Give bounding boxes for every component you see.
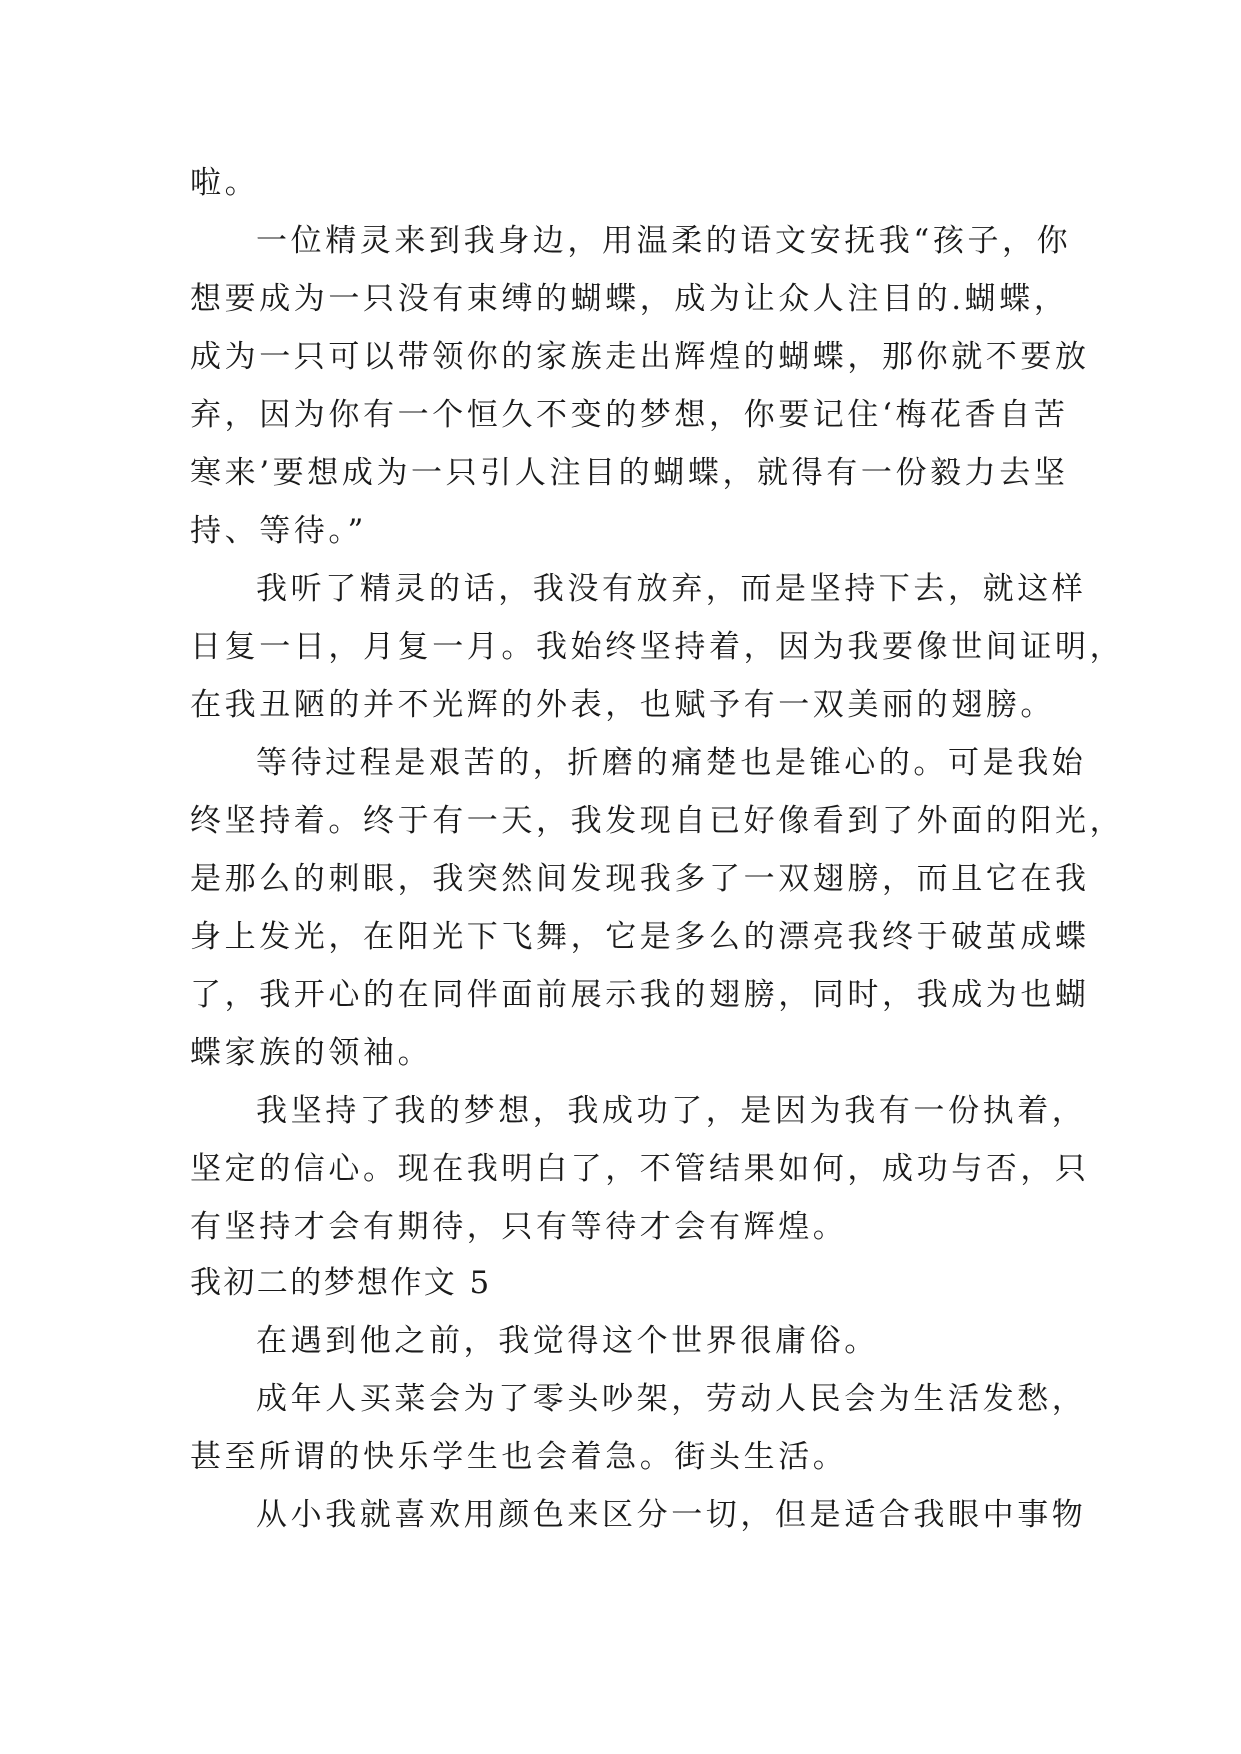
text-line: 从小我就喜欢用颜色来区分一切，但是适合我眼中事物 [256,1497,1087,1533]
text-line: 了，我开心的在同伴面前展示我的翅膀，同时，我成为也蝴 [190,977,1090,1013]
text-line: 在我丑陋的并不光辉的外表，也赋予有一双美丽的翅膀。 [190,687,1055,723]
text-line: 等待过程是艰苦的，折磨的痛楚也是锥心的。可是我始 [256,745,1087,781]
text-line: 蝶家族的领袖。 [190,1035,433,1071]
text-line: 有坚持才会有期待，只有等待才会有辉煌。 [190,1209,848,1245]
text-line: 持、等待。” [190,513,367,549]
text-line: 日复一日，月复一月。我始终坚持着，因为我要像世间证明， [190,629,1125,665]
text-line: 终坚持着。终于有一天，我发现自已好像看到了外面的阳光， [190,803,1125,839]
text-line: 啦。 [190,165,260,201]
text-line: 想要成为一只没有束缚的蝴蝶，成为让众人注目的.蝴蝶， [190,281,1069,317]
text-line: 寒来’要想成为一只引人注目的蝴蝶，就得有一份毅力去坚 [190,455,1069,491]
text-line: 坚定的信心。现在我明白了，不管结果如何，成功与否，只 [190,1151,1090,1187]
text-line: 甚至所谓的快乐学生也会着急。街头生活。 [190,1439,848,1475]
text-line: 我坚持了我的梦想，我成功了，是因为我有一份执着， [256,1093,1087,1129]
text-line: 成为一只可以带领你的家族走出辉煌的蝴蝶，那你就不要放 [190,339,1090,375]
section-heading: 我初二的梦想作文 5 [190,1265,492,1301]
text-line: 我听了精灵的话，我没有放弃，而是坚持下去，就这样 [256,571,1087,607]
text-line: 身上发光，在阳光下飞舞，它是多么的漂亮我终于破茧成蝶 [190,919,1090,955]
text-line: 是那么的刺眼，我突然间发现我多了一双翅膀，而且它在我 [190,861,1090,897]
text-line: 成年人买菜会为了零头吵架，劳动人民会为生活发愁， [256,1381,1087,1417]
text-line: 一位精灵来到我身边，用温柔的语文安抚我“孩子，你 [256,223,1072,259]
text-line: 弃，因为你有一个恒久不变的梦想，你要记住‘梅花香自苦 [190,397,1069,433]
text-line: 在遇到他之前，我觉得这个世界很庸俗。 [256,1323,879,1359]
